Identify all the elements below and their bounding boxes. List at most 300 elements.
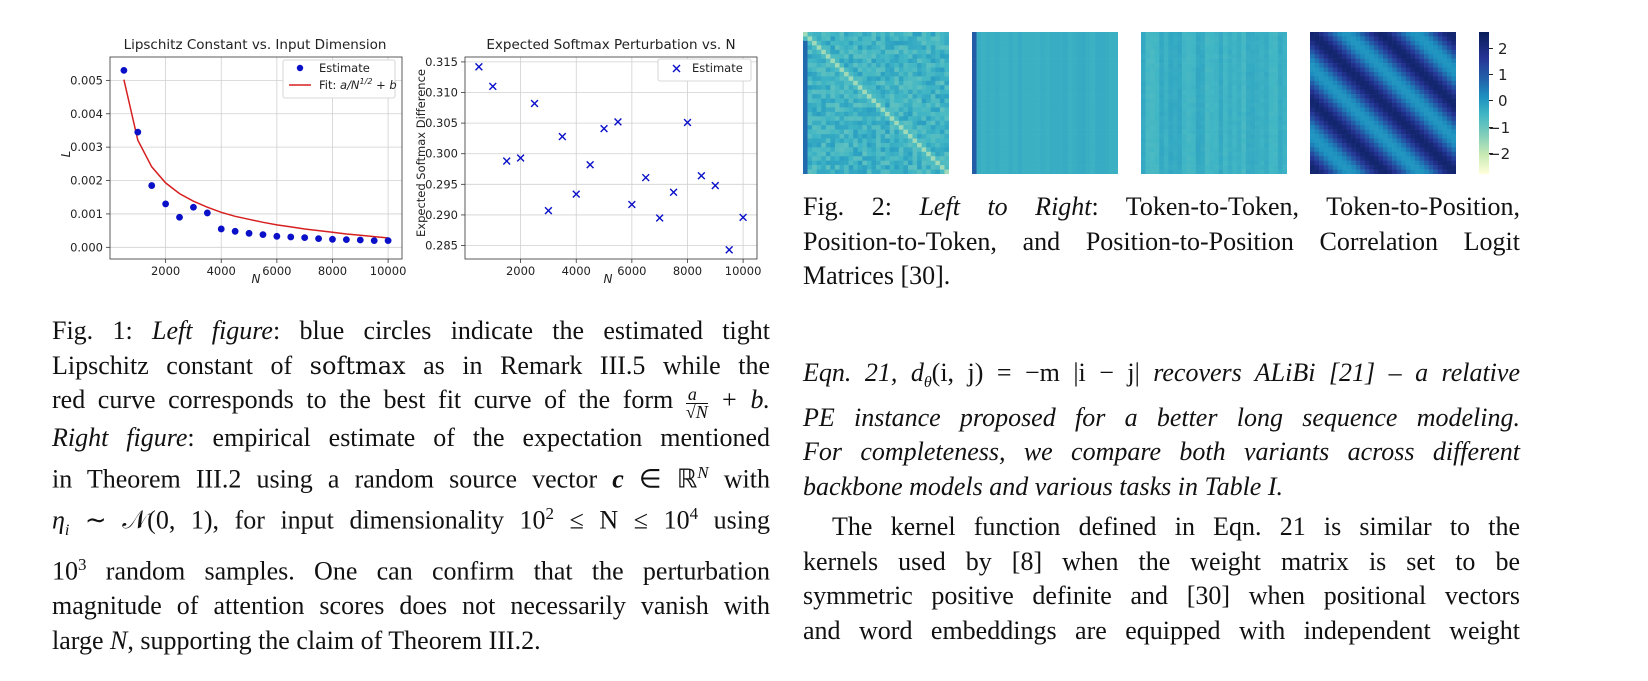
heatmap-cell (917, 125, 922, 130)
heatmap-cell (986, 152, 991, 157)
heatmap-cell (881, 152, 886, 157)
heatmap-cell (1109, 90, 1114, 95)
heatmap-cell (1040, 45, 1045, 50)
heatmap-cell (817, 139, 822, 144)
heatmap-cell (1232, 107, 1237, 112)
heatmap-cell (1374, 147, 1379, 152)
heatmap-cell (830, 170, 835, 174)
heatmap-cell (1433, 116, 1438, 121)
heatmap-cell (931, 45, 936, 50)
heatmap-cell (1310, 72, 1315, 77)
heatmap-cell (1027, 165, 1032, 170)
heatmap-cell (1429, 99, 1434, 104)
heatmap-cell (1442, 32, 1447, 37)
heatmap-cell (1347, 85, 1352, 90)
heatmap-cell (1196, 36, 1201, 41)
heatmap-cell (1228, 94, 1233, 99)
heatmap-cell (999, 41, 1004, 46)
heatmap-cell (1273, 156, 1278, 161)
heatmap-cell (1223, 85, 1228, 90)
heatmap-cell (1178, 63, 1183, 68)
heatmap-cell (1251, 125, 1256, 130)
heatmap-cell (1054, 85, 1059, 90)
heatmap-cell (1077, 143, 1082, 148)
heatmap-cell (1333, 36, 1338, 41)
heatmap-cell (830, 143, 835, 148)
heatmap-cell (844, 170, 849, 174)
heatmap-cell (1200, 116, 1205, 121)
heatmap-cell (1018, 165, 1023, 170)
heatmap-cell (894, 125, 899, 130)
heatmap-cell (1410, 161, 1415, 166)
heatmap-cell (876, 54, 881, 59)
heatmap-cell (1013, 112, 1018, 117)
heatmap-cell (1045, 72, 1050, 77)
heatmap-cell (1342, 32, 1347, 37)
heatmap-cell (1415, 59, 1420, 64)
heatmap-cell (1191, 125, 1196, 130)
heatmap-cell (986, 90, 991, 95)
heatmap-cell (1388, 170, 1393, 174)
heatmap-cell (940, 72, 945, 77)
heatmap-cell (1319, 134, 1324, 139)
heatmap-cell (1095, 161, 1100, 166)
heatmap-cell (1420, 45, 1425, 50)
heatmap-cell (808, 99, 813, 104)
heatmap-cell (1310, 161, 1315, 166)
heatmap-cell (1378, 125, 1383, 130)
heatmap-cell (940, 121, 945, 126)
heatmap-cell (917, 134, 922, 139)
heatmap-cell (913, 121, 918, 126)
heatmap-cell (1095, 134, 1100, 139)
heatmap-cell (1091, 147, 1096, 152)
heatmap-cell (1278, 45, 1283, 50)
heatmap-cell (1059, 152, 1064, 157)
heatmap-cell (1241, 85, 1246, 90)
heatmap-cell (926, 90, 931, 95)
heatmap-cell (1150, 54, 1155, 59)
chart2-point (642, 174, 649, 181)
heatmap-cell (1319, 85, 1324, 90)
heatmap-cell (1383, 59, 1388, 64)
heatmap-cell (1447, 116, 1452, 121)
heatmap-cell (1159, 161, 1164, 166)
heatmap-cell (1159, 170, 1164, 174)
heatmap-cell (1356, 81, 1361, 86)
heatmap-cell (1214, 59, 1219, 64)
heatmap-cell (876, 170, 881, 174)
heatmap-cell (1068, 81, 1073, 86)
heatmap-cell (1113, 147, 1118, 152)
chart1-point (287, 234, 294, 241)
heatmap-cell (1104, 116, 1109, 121)
c1-ytick-label: 0.002 (70, 173, 103, 188)
heatmap-cell (812, 156, 817, 161)
heatmap-cell (1273, 90, 1278, 95)
heatmap-cell (1219, 116, 1224, 121)
heatmap-cell (1054, 103, 1059, 108)
heatmap-cell (1397, 68, 1402, 73)
heatmap-cell (1378, 50, 1383, 55)
heatmap-cell (1342, 76, 1347, 81)
heatmap-cell (1392, 41, 1397, 46)
heatmap-cell (1369, 90, 1374, 95)
heatmap-cell (931, 81, 936, 86)
heatmap-cell (1310, 94, 1315, 99)
heatmap-cell (1054, 45, 1059, 50)
heatmap-cell (1219, 161, 1224, 166)
heatmap-cell (1091, 85, 1096, 90)
heatmap-cell (881, 85, 886, 90)
heatmap-cell (1150, 165, 1155, 170)
heatmap-cell (1045, 161, 1050, 166)
heatmap-cell (830, 68, 835, 73)
heatmap-cell (1378, 59, 1383, 64)
heatmap-cell (1415, 130, 1420, 135)
heatmap-cell (1182, 152, 1187, 157)
heatmap-cell (1410, 68, 1415, 73)
heatmap-cell (871, 41, 876, 46)
heatmap-cell (917, 156, 922, 161)
heatmap-cell (1269, 54, 1274, 59)
heatmap-cell (1401, 63, 1406, 68)
heatmap-cell (812, 107, 817, 112)
heatmap-cell (972, 59, 977, 64)
heatmap-cell (1315, 45, 1320, 50)
heatmap-cell (1214, 50, 1219, 55)
heatmap-cell (867, 50, 872, 55)
heatmap-cell (1072, 165, 1077, 170)
heatmap-cell (1113, 112, 1118, 117)
heatmap-cell (1451, 68, 1456, 73)
heatmap-cell (894, 54, 899, 59)
heatmap-cell (876, 156, 881, 161)
heatmap-cell (1155, 76, 1160, 81)
heatmap-cell (1214, 156, 1219, 161)
heatmap-cell (1447, 147, 1452, 152)
heatmap-cell (1219, 165, 1224, 170)
heatmap-cell (1196, 147, 1201, 152)
heatmap-cell (1040, 90, 1045, 95)
heatmap-cell (926, 50, 931, 55)
heatmap-cell (1072, 121, 1077, 126)
heatmap-cell (1365, 116, 1370, 121)
heatmap-cell (1260, 99, 1265, 104)
heatmap-cell (881, 170, 886, 174)
heatmap-cell (981, 130, 986, 135)
heatmap-cell (903, 85, 908, 90)
heatmap-cell (1150, 32, 1155, 37)
heatmap-cell (1054, 94, 1059, 99)
heatmap-cell (876, 112, 881, 117)
heatmap-cell (1388, 139, 1393, 144)
heatmap-cell (931, 41, 936, 46)
heatmap-cell (1214, 139, 1219, 144)
heatmap-cell (1397, 170, 1402, 174)
heatmap-cell (1451, 121, 1456, 126)
heatmap-cell (1173, 112, 1178, 117)
heatmap-cell (1063, 72, 1068, 77)
heatmap-cell (1146, 68, 1151, 73)
heatmap-cell (1228, 59, 1233, 64)
heatmap-cell (1027, 54, 1032, 59)
heatmap-cell (1228, 50, 1233, 55)
heatmap-cell (899, 125, 904, 130)
heatmap-cell (1113, 32, 1118, 37)
heatmap-cell (881, 121, 886, 126)
heatmap-cell (894, 103, 899, 108)
heatmap-cell (1086, 81, 1091, 86)
heatmap-cell (1410, 85, 1415, 90)
heatmap-cell (1251, 121, 1256, 126)
heatmap-cell (858, 143, 863, 148)
heatmap-cell (1141, 152, 1146, 157)
heatmap-cell (1406, 99, 1411, 104)
heatmap-cell (995, 90, 1000, 95)
heatmap-cell (1342, 165, 1347, 170)
heatmap-cell (1141, 36, 1146, 41)
heatmap-cell (830, 85, 835, 90)
heatmap-cell (1278, 54, 1283, 59)
heatmap-cell (844, 76, 849, 81)
heatmap-cell (1022, 68, 1027, 73)
heatmap-cell (1324, 112, 1329, 117)
heatmap-cell (1429, 90, 1434, 95)
heatmap-cell (908, 94, 913, 99)
heatmap-cell (862, 143, 867, 148)
heatmap-cell (1451, 32, 1456, 37)
heatmap-cell (1433, 99, 1438, 104)
heatmap-cell (1351, 94, 1356, 99)
heatmap-cell (1337, 50, 1342, 55)
heatmap-cell (1182, 36, 1187, 41)
heatmap-cell (1251, 63, 1256, 68)
heatmap-cell (1109, 143, 1114, 148)
heatmap-cell (1447, 156, 1452, 161)
heatmap-cell (1337, 139, 1342, 144)
heatmap-cell (1214, 143, 1219, 148)
heatmap-cell (1429, 68, 1434, 73)
heatmap-cell (1031, 121, 1036, 126)
heatmap-cell (1378, 32, 1383, 37)
heatmap-cell (1113, 68, 1118, 73)
heatmap-cell (1388, 76, 1393, 81)
heatmap-cell (999, 152, 1004, 157)
heatmap-cell (1278, 170, 1283, 174)
heatmap-cell (1077, 112, 1082, 117)
heatmap-cell (808, 76, 813, 81)
heatmap-cell (840, 112, 845, 117)
heatmap-cell (931, 54, 936, 59)
heatmap-cell (922, 161, 927, 166)
heatmap-cell (867, 112, 872, 117)
heatmap-cell (1438, 99, 1443, 104)
heatmap-cell (803, 63, 808, 68)
heatmap-cell (1104, 147, 1109, 152)
heatmap-cell (1369, 116, 1374, 121)
heatmap-cell (1410, 41, 1415, 46)
heatmap-cell (944, 41, 949, 46)
heatmap-cell (986, 72, 991, 77)
heatmap-cell (821, 72, 826, 77)
heatmap-cell (1155, 90, 1160, 95)
heatmap-cell (885, 165, 890, 170)
heatmap-cell (1438, 161, 1443, 166)
heatmap-cell (1187, 85, 1192, 90)
heatmap-cell (1237, 107, 1242, 112)
heatmap-cell (1054, 32, 1059, 37)
heatmap-cell (1392, 76, 1397, 81)
heatmap-cell (1009, 156, 1014, 161)
heatmap-cell (808, 139, 813, 144)
heatmap-cell (844, 130, 849, 135)
heatmap-cell (917, 139, 922, 144)
heatmap-cell (1040, 72, 1045, 77)
chart2-point (545, 207, 552, 214)
heatmap-cell (1255, 94, 1260, 99)
heatmap-cell (999, 170, 1004, 174)
heatmap-cell (1178, 152, 1183, 157)
heatmap-cell (995, 165, 1000, 170)
heatmap-cell (1365, 103, 1370, 108)
heatmap-cell (899, 139, 904, 144)
heatmap-cell (1333, 45, 1338, 50)
heatmap-cell (1182, 85, 1187, 90)
heatmap-cell (858, 116, 863, 121)
heatmap-cell (977, 94, 982, 99)
heatmap-cell (1451, 41, 1456, 46)
heatmap-cell (1054, 112, 1059, 117)
heatmap-cell (935, 121, 940, 126)
heatmap-cell (1246, 112, 1251, 117)
heatmap-cell (917, 147, 922, 152)
heatmap-cell (1442, 50, 1447, 55)
heatmap-cell (1324, 63, 1329, 68)
heatmap-cell (1369, 130, 1374, 135)
heatmap-cell (853, 81, 858, 86)
heatmap-cell (935, 112, 940, 117)
heatmap-cell (1401, 107, 1406, 112)
heatmap-cell (995, 116, 1000, 121)
heatmap-cell (1415, 139, 1420, 144)
heatmap-cell (1324, 116, 1329, 121)
heatmap-cell (1009, 147, 1014, 152)
heatmap-cell (1146, 63, 1151, 68)
heatmap-cell (935, 50, 940, 55)
heatmap-cell (1150, 63, 1155, 68)
heatmap-cell (1282, 45, 1287, 50)
heatmap-cell (1100, 99, 1105, 104)
c2-xtick-label: 2000 (505, 264, 536, 278)
heatmap-cell (1141, 45, 1146, 50)
heatmap-cell (862, 121, 867, 126)
heatmap-cell (1342, 72, 1347, 77)
heatmap-cell (986, 32, 991, 37)
heatmap-cell (849, 99, 854, 104)
heatmap-cell (1438, 116, 1443, 121)
heatmap-cell (1392, 32, 1397, 37)
heatmap-cell (1378, 41, 1383, 46)
heatmap-cell (1378, 103, 1383, 108)
heatmap-cell (849, 45, 854, 50)
heatmap-cell (844, 85, 849, 90)
heatmap-cell (1282, 130, 1287, 135)
heatmap-cell (1342, 139, 1347, 144)
heatmap-cell (1018, 121, 1023, 126)
heatmap-cell (1040, 63, 1045, 68)
heatmap-cell (1209, 134, 1214, 139)
heatmap-cell (1264, 134, 1269, 139)
heatmap-cell (1447, 170, 1452, 174)
heatmap-cell (1214, 36, 1219, 41)
heatmap-cell (1241, 134, 1246, 139)
heatmap-cell (931, 32, 936, 37)
heatmap-cell (1205, 134, 1210, 139)
heatmap-cell (1360, 165, 1365, 170)
heatmap-cell (908, 139, 913, 144)
heatmap-cell (1269, 107, 1274, 112)
heatmap-cell (1091, 36, 1096, 41)
heatmap-cell (812, 54, 817, 59)
heatmap-cell (1013, 143, 1018, 148)
heatmap-cell (1388, 125, 1393, 130)
heatmap-cell (871, 139, 876, 144)
heatmap-cell (1219, 32, 1224, 37)
heatmap-cell (1100, 116, 1105, 121)
heatmap-cell (1328, 36, 1333, 41)
heatmap-cell (1091, 165, 1096, 170)
heatmap-cell (1378, 107, 1383, 112)
heatmap-cell (1205, 147, 1210, 152)
heatmap-cell (1004, 139, 1009, 144)
heatmap-cell (1415, 107, 1420, 112)
heatmap-cell (1109, 50, 1114, 55)
heatmap-cell (881, 32, 886, 37)
heatmap-cell (999, 54, 1004, 59)
heatmap-cell (1232, 121, 1237, 126)
heatmap-cell (871, 112, 876, 117)
fig1-line-5: in Theorem III.2 using a random source vector c ∈ ℝ$^N$ with (52, 462, 770, 494)
heatmap-cell (1013, 116, 1018, 121)
heatmap-cell (881, 107, 886, 112)
heatmap-cell (1365, 50, 1370, 55)
heatmap-cell (1442, 156, 1447, 161)
heatmap-cell (1182, 103, 1187, 108)
heatmap-cell (862, 112, 867, 117)
heatmap-cell (1356, 36, 1361, 41)
heatmap-cell (1164, 50, 1169, 55)
heatmap-cell (1164, 59, 1169, 64)
heatmap-cell (1178, 103, 1183, 108)
heatmap-cell (817, 107, 822, 112)
heatmap-cell (1442, 94, 1447, 99)
heatmap-cell (1410, 152, 1415, 157)
heatmap-cell (1356, 112, 1361, 117)
heatmap-cell (1378, 112, 1383, 117)
heatmap-cell (1378, 90, 1383, 95)
heatmap-cell (1260, 143, 1265, 148)
heatmap-cell (1209, 161, 1214, 166)
heatmap-cell (1022, 76, 1027, 81)
heatmap-cell (1365, 85, 1370, 90)
heatmap-cell (1031, 161, 1036, 166)
heatmap-cell (908, 59, 913, 64)
heatmap-cell (1374, 85, 1379, 90)
heatmap-cell (1159, 143, 1164, 148)
heatmap-cell (1315, 134, 1320, 139)
heatmap-cell (1255, 121, 1260, 126)
